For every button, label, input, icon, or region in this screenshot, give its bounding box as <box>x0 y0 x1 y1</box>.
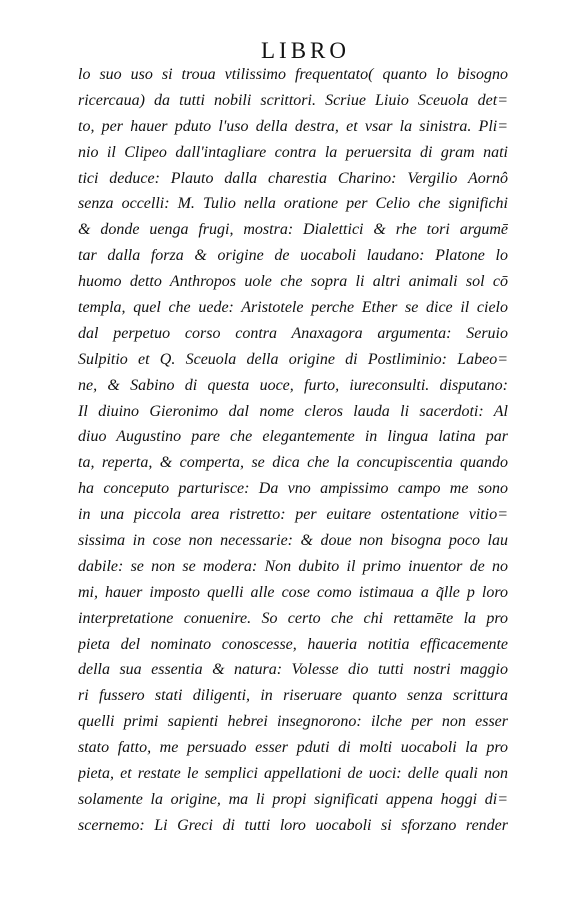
text-line: ha conceputo parturisce: Da vno ampissimo campo me sono <box>78 480 508 498</box>
text-line: diuo Augustino pare che elegantemente in lingua latina par <box>78 428 508 446</box>
text-line: stato fatto, me persuado esser pduti di molti uocaboli la pro <box>78 739 508 757</box>
text-line: ri fussero stati diligenti, in riseruare quanto senza scrittura <box>78 687 508 705</box>
text-line: huomo detto Anthropos uole che sopra li altri animali sol cō <box>78 273 508 291</box>
text-line: dabile: se non se modera: Non dubito il primo inuentor de no <box>78 557 508 575</box>
text-line: tici deduce: Plauto dalla charestia Charino: Vergilio Aornô <box>78 169 508 187</box>
text-line: quelli primi sapienti hebrei insegnorono: ilche per non esser <box>78 713 508 731</box>
text-line: to, per hauer pduto l'uso della destra, et vsar la sinistra. Pli= <box>78 117 508 135</box>
text-line: della sua essentia & natura: Volesse dio tutti nostri maggio <box>78 661 508 679</box>
text-line: templa, quel che uede: Aristotele perche Ether se dice il cielo <box>78 299 508 317</box>
running-head: LIBRO <box>261 38 350 63</box>
text-line: Sulpitio et Q. Sceuola della origine di Postliminio: Labeo= <box>78 350 508 368</box>
text-line: & donde uenga frugi, mostra: Dialettici & rhe tori argumē <box>78 221 508 239</box>
text-line: pieta, et restate le semplici appellationi de uoci: delle quali non <box>78 765 508 783</box>
text-line: interpretatione conuenire. So certo che chi rettamēte la pro <box>78 609 508 627</box>
text-line: ne, & Sabino di questa uoce, furto, iureconsulti. disputano: <box>78 376 508 394</box>
text-line: nio il Clipeo dall'intagliare contra la peruersita di gram nati <box>78 143 508 161</box>
text-line: ta, reperta, & comperta, se dica che la concupiscentia quando <box>78 454 508 472</box>
text-line: mi, hauer imposto quelli alle cose como istimaua a q̃lle p loro <box>78 583 508 601</box>
text-line: solamente la origine, ma li propi significati appena hoggi di= <box>78 790 508 808</box>
text-line: pieta del nominato conoscesse, haueria notitia efficacemente <box>78 635 508 653</box>
text-line: dal perpetuo corso contra Anaxagora argumenta: Seruio <box>78 324 508 342</box>
text-line: tar dalla forza & origine de uocaboli laudano: Platone lo <box>78 247 508 265</box>
text-line: scernemo: Li Greci di tutti loro uocaboli si sforzano render <box>78 816 508 834</box>
text-line: ricercaua) da tutti nobili scrittori. Scriue Liuio Sceuola det= <box>78 91 508 109</box>
text-line: in una piccola area ristretto: per euitare ostentatione vitio= <box>78 506 508 524</box>
body-text <box>78 62 508 839</box>
text-line: lo suo uso si troua vtilissimo frequentato( quanto lo bisogno <box>78 66 508 83</box>
text-line: sissima in cose non necessarie: & doue non bisogna poco lau <box>78 532 508 550</box>
text-line: senza occelli: M. Tulio nella oratione per Celio che significhi <box>78 195 508 213</box>
text-line: Il diuino Gieronimo dal nome cleros lauda li sacerdoti: Al <box>78 402 508 420</box>
